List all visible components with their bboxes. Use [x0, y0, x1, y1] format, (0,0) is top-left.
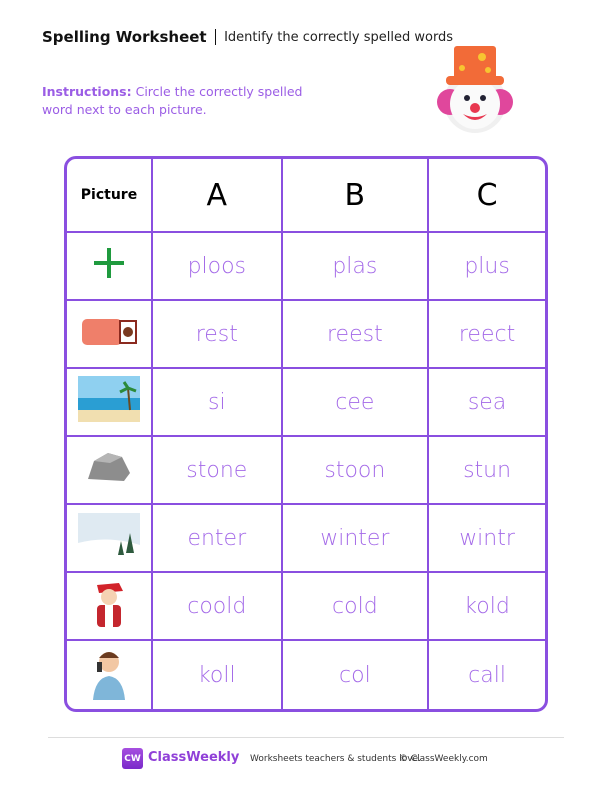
word-option[interactable]: call: [468, 662, 506, 688]
subtitle: Identify the correctly spelled words: [224, 29, 454, 45]
rock-icon: [67, 437, 153, 505]
table-row: [67, 369, 545, 437]
word-option[interactable]: kold: [429, 573, 545, 641]
footer-divider: [48, 737, 564, 738]
word-option[interactable]: stone: [153, 437, 283, 505]
header-row: [67, 159, 545, 233]
word-option[interactable]: koll: [153, 641, 283, 709]
plus-sign-icon: [67, 233, 153, 301]
title: Spelling Worksheet: [42, 28, 207, 46]
word-option[interactable]: reest: [283, 301, 430, 369]
word-option[interactable]: plas: [283, 233, 430, 301]
instructions-text: Circle the correctly spelled word next to each picture.: [42, 84, 303, 117]
word-option[interactable]: si: [153, 369, 283, 437]
classweekly-logo-icon: CW: [122, 748, 143, 769]
word-option[interactable]: cold: [283, 573, 430, 641]
table-row: [67, 437, 545, 505]
instructions: [42, 83, 312, 119]
word-option[interactable]: winter: [283, 505, 430, 573]
word-option[interactable]: sea: [429, 369, 545, 437]
header-b: B: [283, 159, 430, 233]
brand-name[interactable]: ClassWeekly: [148, 750, 240, 765]
word-option[interactable]: plus: [429, 233, 545, 301]
header-c: C: [429, 159, 545, 233]
table-row: [67, 233, 545, 301]
table-row: [67, 301, 545, 369]
tagline: Worksheets teachers & students love.: [250, 754, 421, 764]
person-on-phone-icon: [67, 641, 153, 709]
beach-sea-icon: [67, 369, 153, 437]
copyright[interactable]: © ClassWeekly.com: [399, 754, 488, 764]
table-row: [67, 573, 545, 641]
word-option[interactable]: reect: [429, 301, 545, 369]
word-option[interactable]: stun: [429, 437, 545, 505]
word-option[interactable]: col: [283, 641, 430, 709]
cold-person-icon: [67, 573, 153, 641]
word-option[interactable]: ploos: [153, 233, 283, 301]
resting-person-icon: [67, 301, 153, 369]
table-row: [67, 505, 545, 573]
word-option[interactable]: enter: [153, 505, 283, 573]
winter-landscape-icon: [67, 505, 153, 573]
clown-icon: [432, 44, 518, 134]
instructions-label: Instructions:: [42, 84, 132, 99]
word-option[interactable]: coold: [153, 573, 283, 641]
divider: [215, 29, 217, 45]
word-option[interactable]: stoon: [283, 437, 430, 505]
header-a: A: [153, 159, 283, 233]
worksheet-title: [42, 28, 453, 46]
table-row: [67, 641, 545, 709]
word-option[interactable]: wintr: [429, 505, 545, 573]
header-picture: Picture: [67, 159, 153, 233]
word-option[interactable]: cee: [283, 369, 430, 437]
word-option[interactable]: rest: [153, 301, 283, 369]
spelling-table: [64, 156, 548, 712]
